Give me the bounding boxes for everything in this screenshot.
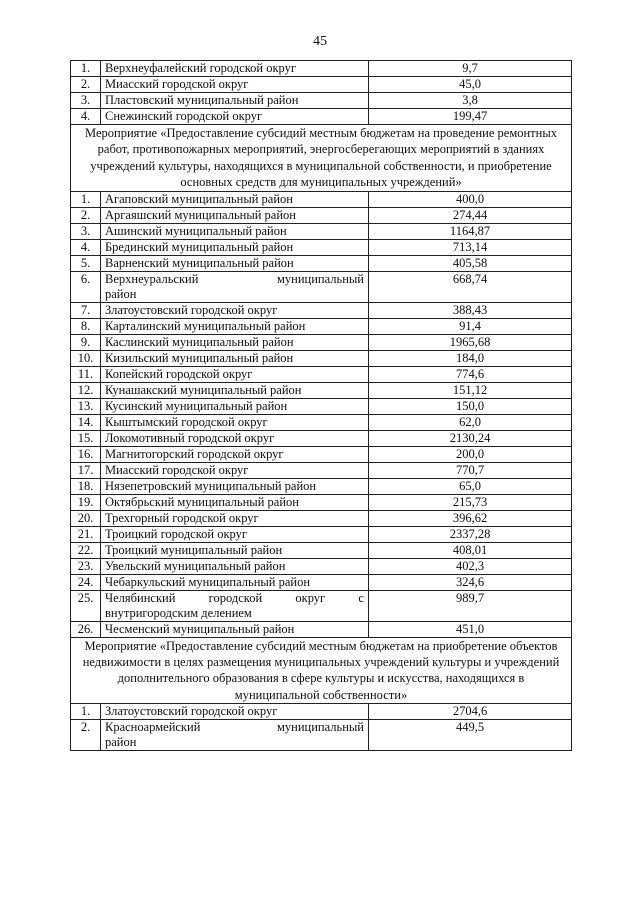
row-number: 5. (71, 255, 101, 271)
table-row (71, 77, 572, 93)
table-row (71, 574, 572, 590)
subsidy-value: 405,58 (369, 255, 572, 271)
table-row (71, 446, 572, 462)
municipality-name: Кыштымский городской округ (101, 414, 369, 430)
table-row (71, 302, 572, 318)
municipality-name: Трехгорный городской округ (101, 510, 369, 526)
subsidy-value: 324,6 (369, 574, 572, 590)
table-row (71, 255, 572, 271)
subsidy-value: 396,62 (369, 510, 572, 526)
subsidy-value: 3,8 (369, 93, 572, 109)
municipality-name: Снежинский городской округ (101, 109, 369, 125)
row-number: 9. (71, 334, 101, 350)
table-row (71, 720, 572, 751)
row-number: 10. (71, 350, 101, 366)
name-word: округ (295, 590, 326, 605)
table-row (71, 621, 572, 637)
subsidy-value: 989,7 (369, 590, 572, 621)
table-row (71, 223, 572, 239)
subsidy-value: 184,0 (369, 350, 572, 366)
row-number: 23. (71, 558, 101, 574)
subsidy-value: 274,44 (369, 207, 572, 223)
municipality-name: Пластовский муниципальный район (101, 93, 369, 109)
row-number: 17. (71, 462, 101, 478)
subsidy-value: 2130,24 (369, 430, 572, 446)
municipality-name: Троицкий муниципальный район (101, 542, 369, 558)
name-word: Красноармейский (105, 720, 201, 735)
row-number: 1. (71, 704, 101, 720)
subsidy-value: 402,3 (369, 558, 572, 574)
section-heading: Мероприятие «Предоставление субсидий местным бюджетам на проведение ремонтных работ, противопожарных мероприятий, энергосберегающих мероприятий в зданиях учреждений культуры, находящихся в муниципальной собственности, и приобретение основных средств для муниципальных учреждений» (71, 125, 572, 192)
municipality-name (101, 271, 369, 302)
municipality-name: Миасский городской округ (101, 77, 369, 93)
table-row (71, 366, 572, 382)
subsidy-value: 150,0 (369, 398, 572, 414)
municipality-name: Златоустовский городской округ (101, 302, 369, 318)
municipality-name: Кусинский муниципальный район (101, 398, 369, 414)
table-row (71, 239, 572, 255)
table-row (71, 398, 572, 414)
row-number: 3. (71, 223, 101, 239)
table-row (71, 542, 572, 558)
municipality-name: Верхнеуфалейский городской округ (101, 61, 369, 77)
name-line (105, 720, 364, 735)
municipality-name: Аргаяшский муниципальный район (101, 207, 369, 223)
subsidy-value: 151,12 (369, 382, 572, 398)
table-row (71, 382, 572, 398)
row-number: 2. (71, 207, 101, 223)
subsidy-value: 200,0 (369, 446, 572, 462)
table-row (71, 430, 572, 446)
subsidy-value: 451,0 (369, 621, 572, 637)
municipality-name: Магнитогорский городской округ (101, 446, 369, 462)
name-word: район (105, 735, 137, 750)
table-row (71, 526, 572, 542)
table-row (71, 334, 572, 350)
row-number: 7. (71, 302, 101, 318)
table-row (71, 558, 572, 574)
table-row (71, 494, 572, 510)
subsidy-value: 400,0 (369, 191, 572, 207)
table-row (71, 207, 572, 223)
table-row (71, 478, 572, 494)
subsidy-value: 449,5 (369, 720, 572, 751)
row-number: 22. (71, 542, 101, 558)
name-word: городской (208, 590, 263, 605)
municipality-name: Ашинский муниципальный район (101, 223, 369, 239)
table-row (71, 510, 572, 526)
row-number: 26. (71, 621, 101, 637)
row-number: 11. (71, 366, 101, 382)
name-line (105, 272, 364, 287)
subsidy-value: 713,14 (369, 239, 572, 255)
subsidy-value: 91,4 (369, 318, 572, 334)
municipality-name (101, 720, 369, 751)
table-row (71, 271, 572, 302)
municipality-name: Карталинский муниципальный район (101, 318, 369, 334)
subsidy-value: 215,73 (369, 494, 572, 510)
municipality-name: Кунашакский муниципальный район (101, 382, 369, 398)
row-number: 20. (71, 510, 101, 526)
row-number: 4. (71, 239, 101, 255)
page-number: 45 (313, 34, 327, 49)
subsidy-value: 9,7 (369, 61, 572, 77)
row-number: 6. (71, 271, 101, 302)
municipality-name: Агаповский муниципальный район (101, 191, 369, 207)
municipality-name: Чесменский муниципальный район (101, 621, 369, 637)
subsidy-value: 774,6 (369, 366, 572, 382)
row-number: 19. (71, 494, 101, 510)
subsidy-value: 1965,68 (369, 334, 572, 350)
municipality-name: Брединский муниципальный район (101, 239, 369, 255)
name-word: внутригородским делением (105, 605, 252, 620)
row-number: 25. (71, 590, 101, 621)
municipality-name (101, 590, 369, 621)
name-word: муниципальный (277, 720, 364, 735)
municipality-name: Каслинский муниципальный район (101, 334, 369, 350)
subsidy-value: 668,74 (369, 271, 572, 302)
table-row (71, 590, 572, 621)
municipality-name: Копейский городской округ (101, 366, 369, 382)
row-number: 4. (71, 109, 101, 125)
table-row (71, 414, 572, 430)
name-word: Верхнеуральский (105, 271, 199, 286)
row-number: 1. (71, 191, 101, 207)
municipality-name: Чебаркульский муниципальный район (101, 574, 369, 590)
row-number: 14. (71, 414, 101, 430)
row-number: 16. (71, 446, 101, 462)
table-row (71, 191, 572, 207)
row-number: 1. (71, 61, 101, 77)
subsidy-value: 388,43 (369, 302, 572, 318)
section-heading-row (71, 637, 572, 704)
table-row (71, 318, 572, 334)
name-word: Челябинский (105, 590, 176, 605)
table-row (71, 462, 572, 478)
row-number: 8. (71, 318, 101, 334)
name-word: с (358, 590, 364, 605)
subsidy-value: 65,0 (369, 478, 572, 494)
subsidy-value: 408,01 (369, 542, 572, 558)
row-number: 18. (71, 478, 101, 494)
row-number: 2. (71, 720, 101, 751)
name-word: муниципальный (277, 271, 364, 286)
subsidy-value: 1164,87 (369, 223, 572, 239)
table-row (71, 93, 572, 109)
table-row (71, 61, 572, 77)
name-line (105, 591, 364, 606)
subsidy-value: 199,47 (369, 109, 572, 125)
row-number: 13. (71, 398, 101, 414)
table-row (71, 109, 572, 125)
table-row (71, 350, 572, 366)
name-word: район (105, 286, 137, 301)
municipality-name: Увельский муниципальный район (101, 558, 369, 574)
municipality-name: Нязепетровский муниципальный район (101, 478, 369, 494)
section-heading-row (71, 125, 572, 192)
subsidy-value: 770,7 (369, 462, 572, 478)
municipality-name: Златоустовский городской округ (101, 704, 369, 720)
municipality-name: Кизильский муниципальный район (101, 350, 369, 366)
subsidy-value: 45,0 (369, 77, 572, 93)
row-number: 3. (71, 93, 101, 109)
subsidy-value: 2337,28 (369, 526, 572, 542)
row-number: 12. (71, 382, 101, 398)
subsidy-table (70, 60, 572, 751)
municipality-name: Варненский муниципальный район (101, 255, 369, 271)
municipality-name: Октябрьский муниципальный район (101, 494, 369, 510)
row-number: 24. (71, 574, 101, 590)
row-number: 15. (71, 430, 101, 446)
table-row (71, 704, 572, 720)
municipality-name: Локомотивный городской округ (101, 430, 369, 446)
row-number: 2. (71, 77, 101, 93)
subsidy-value: 2704,6 (369, 704, 572, 720)
row-number: 21. (71, 526, 101, 542)
municipality-name: Троицкий городской округ (101, 526, 369, 542)
section-heading: Мероприятие «Предоставление субсидий местным бюджетам на приобретение объектов недвижимости в целях размещения муниципальных учреждений культуры и учреждений дополнительного образования в сфере культуры и искусства, находящихся в муниципальной собственности» (71, 637, 572, 704)
municipality-name: Миасский городской округ (101, 462, 369, 478)
subsidy-value: 62,0 (369, 414, 572, 430)
